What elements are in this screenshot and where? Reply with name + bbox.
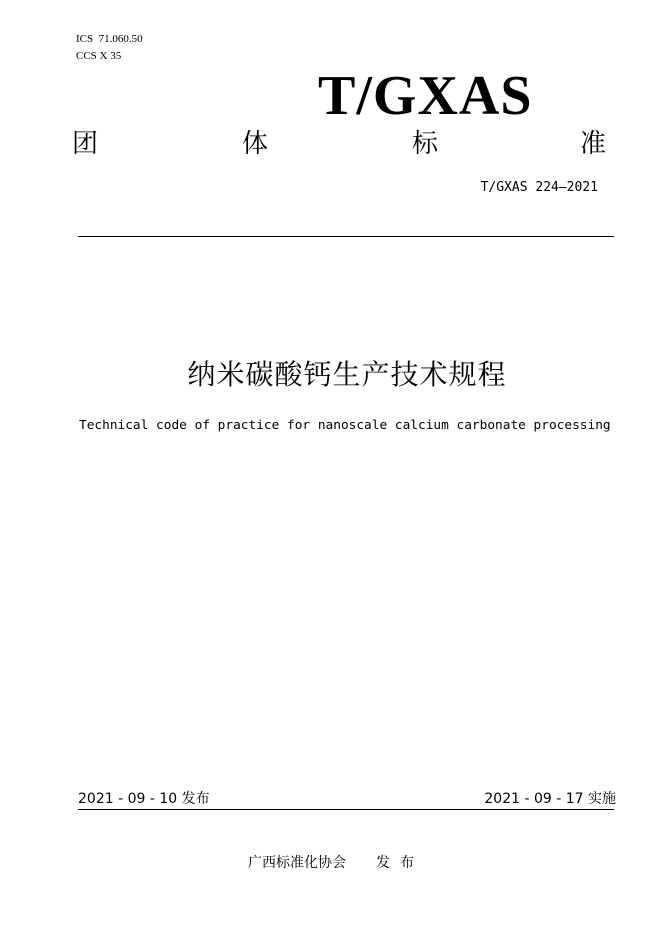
standard-type (72, 126, 610, 162)
publisher-name: 广西标准化协会 (248, 855, 346, 871)
standard-type-char: 准 (580, 129, 607, 159)
implementation-date: 2021 - 09 - 17 实施 (484, 791, 616, 807)
ics-code: ICS 71.060.50 (76, 33, 143, 45)
classification-codes (76, 31, 143, 65)
standard-number: T/GXAS 224—2021 (480, 180, 598, 195)
standard-type-char: 体 (242, 129, 269, 159)
publisher-line (248, 853, 424, 873)
document-title-chinese: 纳米碳酸钙生产技术规程 (187, 358, 507, 391)
ccs-code: CCS X 35 (76, 50, 122, 62)
header-divider (78, 236, 614, 237)
issue-date: 2021 - 09 - 10 发布 (78, 791, 210, 807)
footer-divider (78, 809, 614, 810)
standard-type-char: 团 (72, 129, 99, 159)
publish-action: 发布 (376, 855, 424, 871)
standard-type-char: 标 (412, 129, 439, 159)
document-title-english: Technical code of practice for nanoscale calcium carbonate processing (79, 418, 611, 433)
organization-code: T/GXAS (318, 65, 533, 127)
